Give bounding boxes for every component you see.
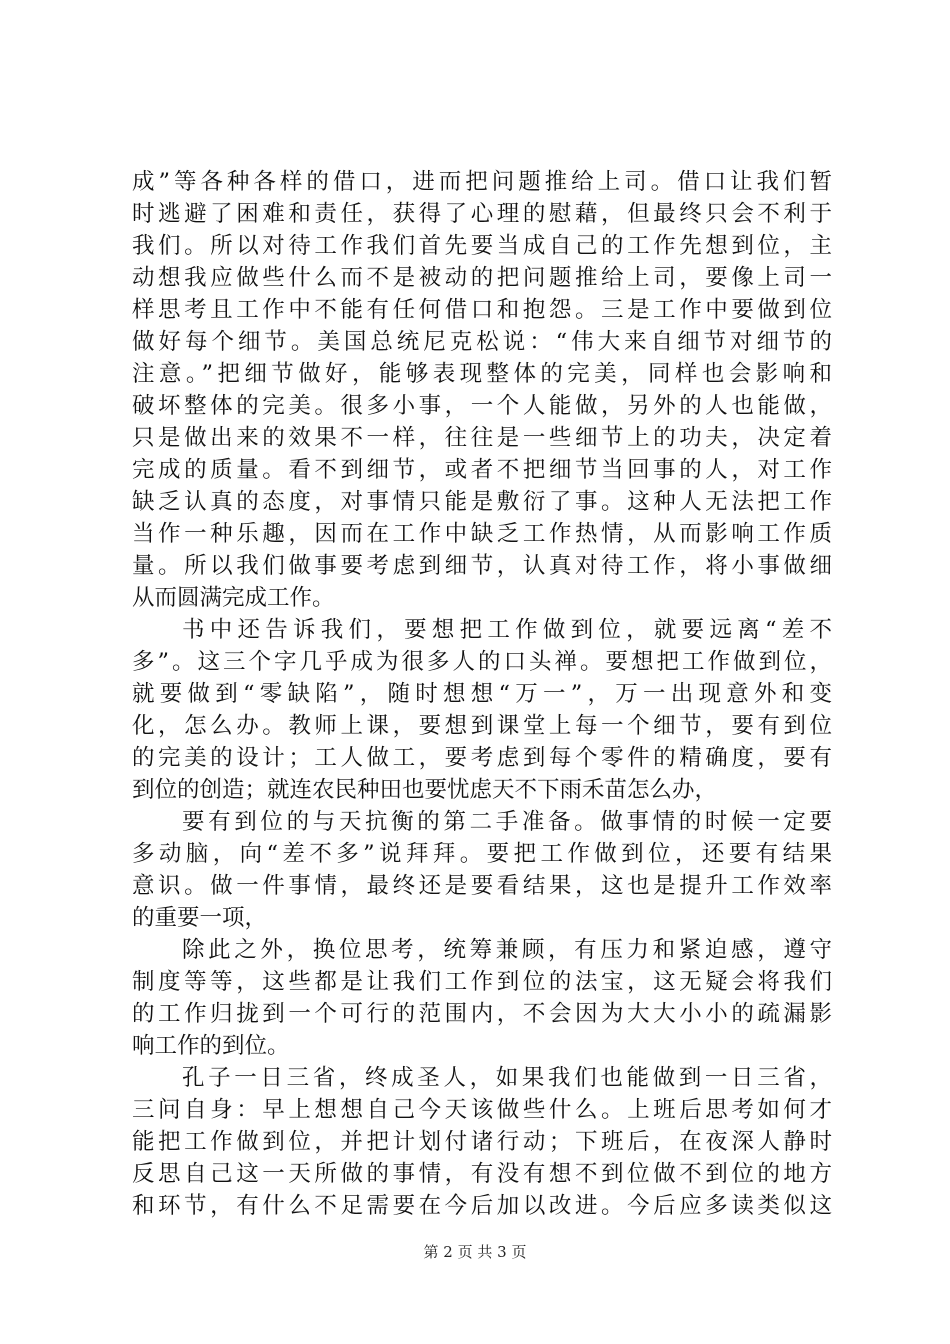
text-line: 能把工作做到位，并把计划付诸行动；下班后，在夜深人静时: [132, 1129, 832, 1155]
text-line: 时逃避了困难和责任，获得了心理的慰藉，但最终只会不利于: [132, 201, 832, 227]
text-line: 完成的质量。看不到细节，或者不把细节当回事的人，对工作: [132, 457, 832, 483]
text-line: 响工作的到位。: [132, 1033, 290, 1059]
text-line: 要有到位的与天抗衡的第二手准备。做事情的时候一定要: [182, 809, 832, 835]
text-line: 多动脑，向“差不多”说拜拜。要把工作做到位，还要有结果: [132, 841, 832, 867]
text-line: 注意。”把细节做好，能够表现整体的完美，同样也会影响和: [132, 361, 832, 387]
page-footer: 第 2 页 共 3 页: [423, 1243, 527, 1261]
text-line: 破坏整体的完美。很多小事，一个人能做，另外的人也能做，: [132, 393, 832, 419]
text-line: 化，怎么办。教师上课，要想到课堂上每一个细节，要有到位: [132, 713, 832, 739]
text-line: 样思考且工作中不能有任何借口和抱怨。三是工作中要做到位: [132, 297, 832, 323]
text-line: 的重要一项，: [132, 905, 268, 931]
text-line: 制度等等，这些都是让我们工作到位的法宝，这无疑会将我们: [132, 969, 832, 995]
text-line: 缺乏认真的态度，对事情只能是敷衍了事。这种人无法把工作: [132, 489, 832, 515]
text-line: 意识。做一件事情，最终还是要看结果，这也是提升工作效率: [132, 873, 832, 899]
text-line: 书中还告诉我们，要想把工作做到位，就要远离“差不: [182, 617, 832, 643]
text-line: 我们。所以对待工作我们首先要当成自己的工作先想到位，主: [132, 233, 832, 259]
text-line: 就要做到“零缺陷”，随时想想“万一”，万一出现意外和变: [132, 681, 832, 707]
text-line: 除此之外，换位思考，统筹兼顾，有压力和紧迫感，遵守: [182, 937, 832, 963]
text-line: 孔子一日三省，终成圣人，如果我们也能做到一日三省，: [182, 1065, 832, 1091]
text-line: 三问自身：早上想想自己今天该做些什么。上班后思考如何才: [132, 1097, 832, 1123]
text-line: 动想我应做些什么而不是被动的把问题推给上司，要像上司一: [132, 265, 832, 291]
text-line: 的工作归拢到一个可行的范围内，不会因为大大小小的疏漏影: [132, 1001, 832, 1027]
body-text: [132, 166, 832, 1222]
text-line: 做好每个细节。美国总统尼克松说：“伟大来自细节对细节的: [132, 329, 832, 355]
text-line: 到位的创造；就连农民种田也要忧虑天不下雨禾苗怎么办，: [132, 777, 718, 803]
text-line: 成”等各种各样的借口，进而把问题推给上司。借口让我们暂: [132, 169, 832, 195]
text-line: 从而圆满完成工作。: [132, 585, 335, 611]
text-line: 和环节，有什么不足需要在今后加以改进。今后应多读类似这: [132, 1193, 832, 1219]
text-line: 当作一种乐趣，因而在工作中缺乏工作热情，从而影响工作质: [132, 521, 832, 547]
text-line: 只是做出来的效果不一样，往往是一些细节上的功夫，决定着: [132, 425, 832, 451]
text-line: 反思自己这一天所做的事情，有没有想不到位做不到位的地方: [132, 1161, 832, 1187]
text-line: 多”。这三个字几乎成为很多人的口头禅。要想把工作做到位，: [132, 649, 832, 675]
text-line: 的完美的设计；工人做工，要考虑到每个零件的精确度，要有: [132, 745, 832, 771]
text-line: 量。所以我们做事要考虑到细节，认真对待工作，将小事做细: [132, 553, 832, 579]
